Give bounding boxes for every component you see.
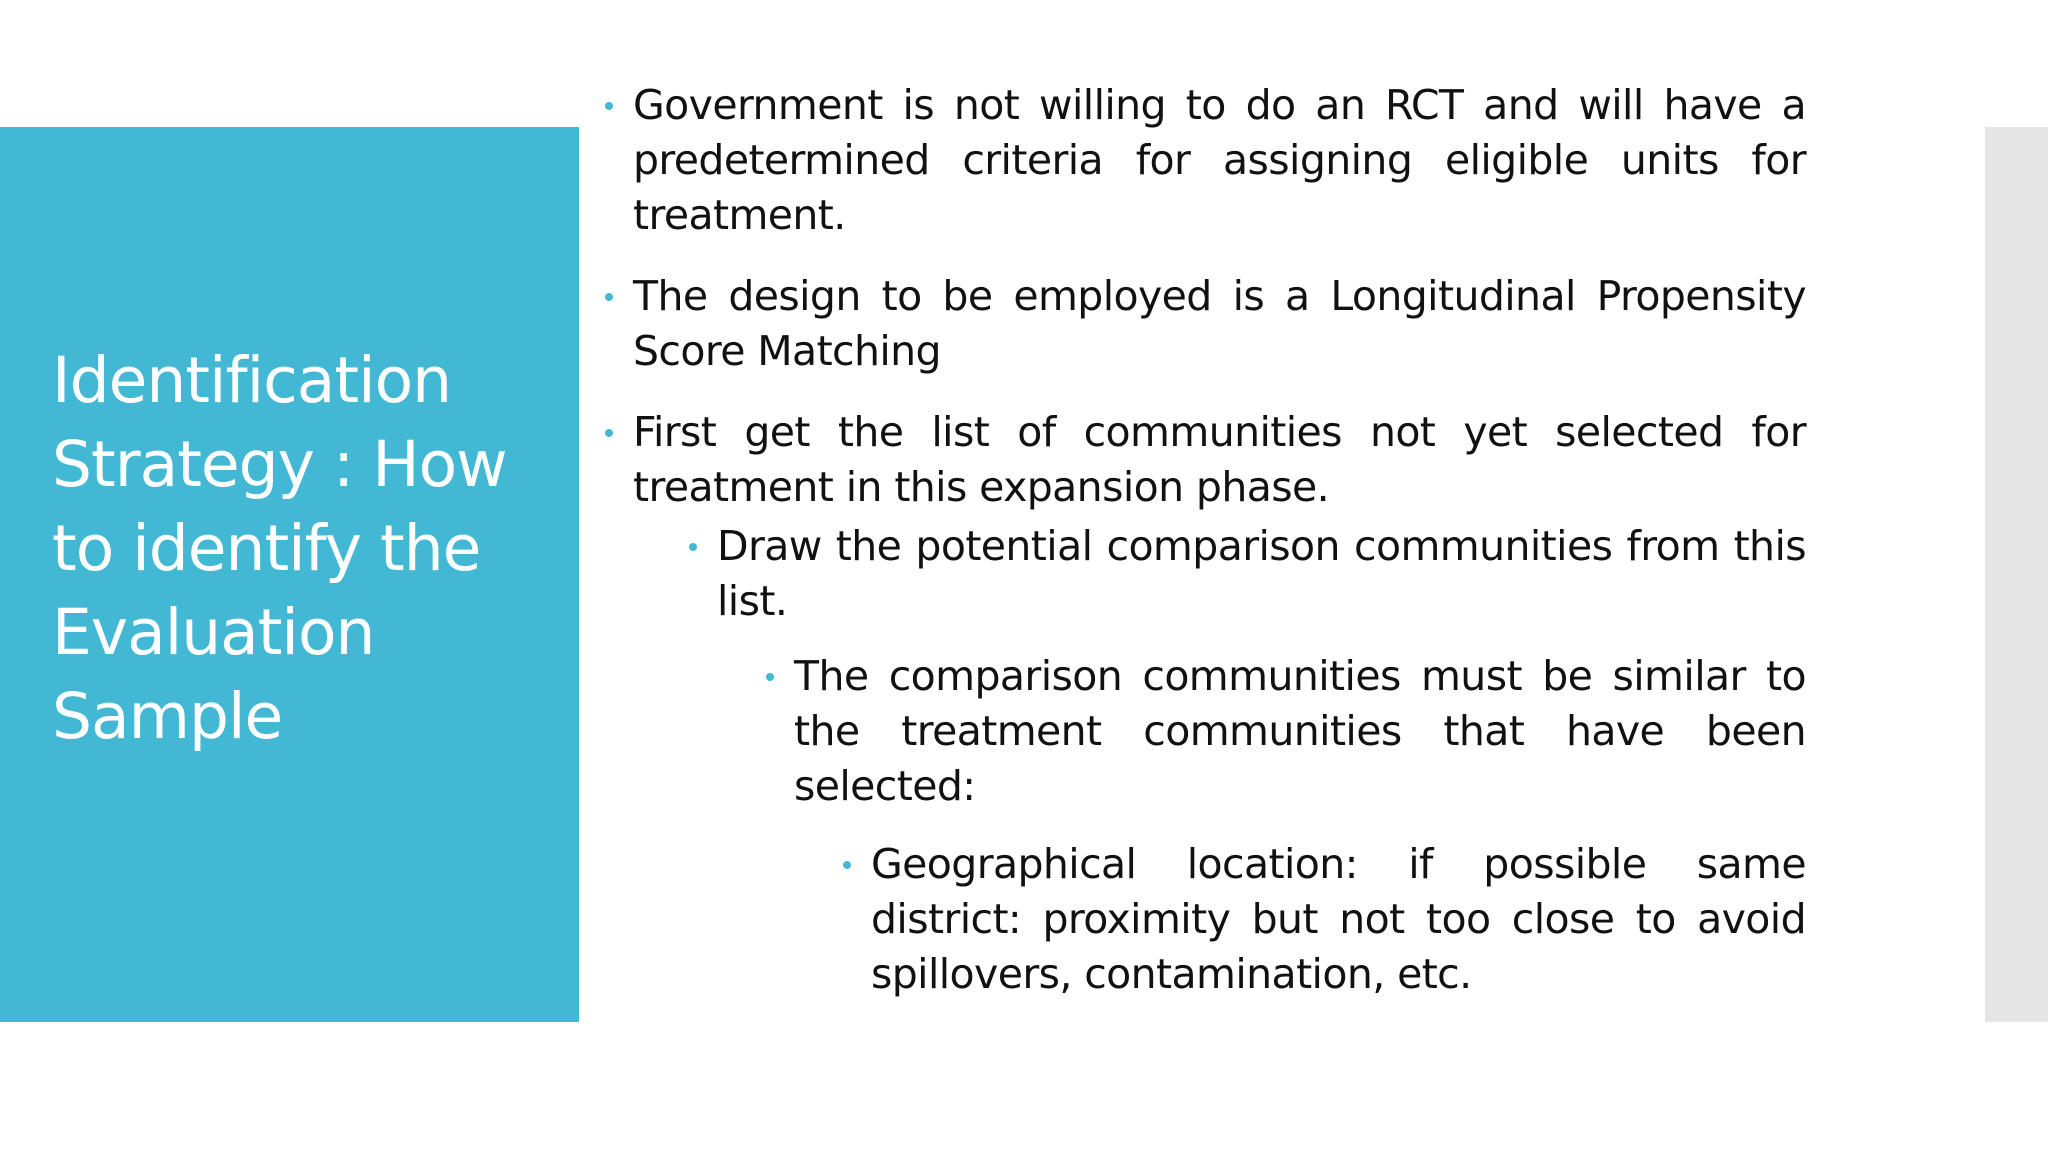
bullet-text: The comparison communities must be similar to the treatment communities that have been selected: <box>794 652 1806 810</box>
bullet-dot-icon <box>843 861 851 869</box>
bullet-text: Draw the potential comparison communities from this list. <box>717 522 1806 625</box>
side-strip <box>1985 127 2048 1022</box>
bullet-dot-icon <box>605 293 613 301</box>
bullet-text: The design to be employed is a Longitudinal Propensity Score Matching <box>633 272 1806 375</box>
bullet-text: Geographical location: if possible same district: proximity but not too close to avoid spillovers, contamination, etc. <box>871 840 1806 998</box>
title-panel <box>0 127 579 1022</box>
sub-bullet-item <box>600 837 1806 1002</box>
content-area <box>600 78 1806 1002</box>
bullet-item <box>600 269 1806 379</box>
bullet-item <box>600 405 1806 515</box>
bullet-text: First get the list of communities not yet selected for treatment in this expansion phase. <box>633 408 1806 511</box>
sub-bullet-item <box>600 649 1806 814</box>
bullet-dot-icon <box>689 543 697 551</box>
bullet-dot-icon <box>605 102 613 110</box>
bullet-list <box>600 78 1806 1002</box>
slide-title: Identification Strategy : How to identify the Evaluation Sample <box>52 344 507 753</box>
bullet-dot-icon <box>766 673 774 681</box>
sub-bullet-item <box>600 519 1806 629</box>
bullet-item <box>600 78 1806 243</box>
bullet-text: Government is not willing to do an RCT and will have a predetermined criteria for assigning eligible units for treatment. <box>633 81 1806 239</box>
bullet-dot-icon <box>605 429 613 437</box>
